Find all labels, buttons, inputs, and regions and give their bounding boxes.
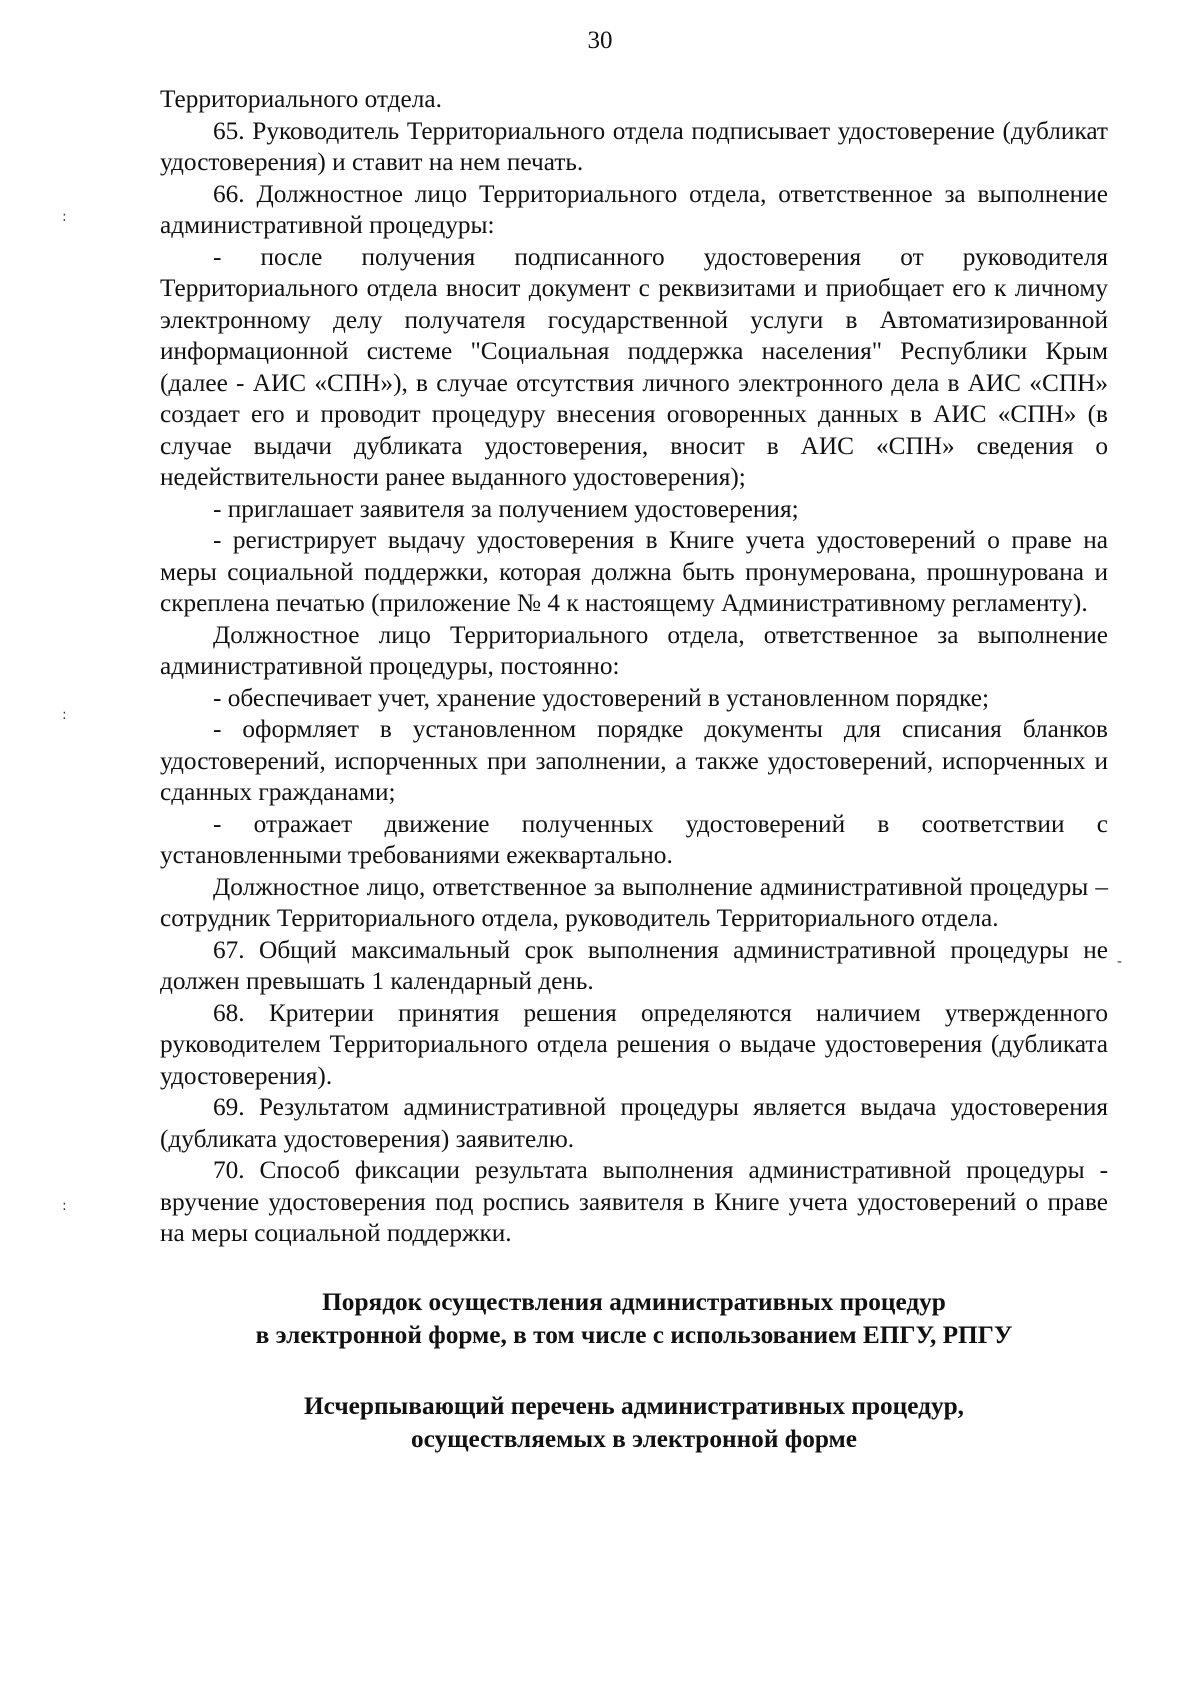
page-number: 30 [587, 27, 613, 54]
paragraph: 65. Руководитель Территориального отдела подписывает удостоверение (дубликат удостоверения) и ставит на нем печать. [160, 116, 1108, 176]
paragraph: 70. Способ фиксации результата выполнения административной процедуры - вручение удостоверения под роспись заявителя в Книге учета удостоверений о праве на меры социальной поддержки. [160, 1156, 1108, 1247]
section-heading-line: Порядок осуществления административных процедур [322, 1287, 946, 1316]
paragraph: 66. Должностное лицо Территориального отдела, ответственное за выполнение административной процедуры: [160, 179, 1108, 239]
subsection-heading-line: Исчерпывающий перечень административных процедур, [304, 1391, 964, 1420]
subsection-heading [160, 1390, 1108, 1456]
paragraph: - обеспечивает учет, хранение удостоверений в установленном порядке; [213, 683, 990, 712]
paragraph: Должностное лицо Территориального отдела, ответственное за выполнение административной процедуры, постоянно: [160, 620, 1108, 680]
section-heading-line: в электронной форме, в том числе с использованием ЕПГУ, РПГУ [255, 1320, 1013, 1349]
paragraph: 69. Результатом административной процедуры является выдача удостоверения (дубликата удостоверения) заявителю. [160, 1093, 1108, 1153]
paragraph: - отражает движение полученных удостоверений в соответствии с установленными требованиями ежеквартально. [160, 809, 1108, 869]
paragraph: - регистрирует выдачу удостоверения в Книге учета удостоверений о праве на меры социальной поддержки, которая должна быть пронумерована, прошнурована и скреплена печатью (приложение № 4 к настоящему Административному регламенту). [160, 526, 1108, 617]
margin-mark: - [1117, 954, 1123, 970]
paragraph: - оформляет в установленном порядке документы для списания бланков удостоверений, испорченных при заполнении, а также удостоверений, испорченных и сданных гражданами; [160, 715, 1108, 806]
paragraph: 68. Критерии принятия решения определяются наличием утвержденного руководителем Территориального отдела решения о выдаче удостоверения (дубликата удостоверения). [160, 998, 1108, 1090]
paragraph: Территориального отдела. [160, 85, 442, 113]
margin-mark: : [62, 1198, 67, 1214]
body-text [160, 84, 1108, 1456]
paragraph: 67. Общий максимальный срок выполнения административной процедуры не должен превышать 1 календарный день. [160, 935, 1108, 995]
paragraph: - приглашает заявителя за получением удостоверения; [213, 494, 799, 523]
subsection-heading-line: осуществляемых в электронной форме [410, 1424, 858, 1453]
margin-mark: : [62, 209, 67, 225]
paragraph: - после получения подписанного удостоверения от руководителя Территориального отдела вносит документ с реквизитами и приобщает его к личному электронному делу получателя государственной услуги в Автоматизированной информационной системе "Социальная поддержка населения" Республики Крым (далее - АИС «СПН»), в случае отсутствия личного электронного дела в АИС «СПН» создает его и проводит процедуру внесения оговоренных данных в АИС «СПН» (в случае выдачи дубликата удостоверения, вносит в АИС «СПН» сведения о недействительности ранее выданного удостоверения); [160, 242, 1108, 491]
margin-mark: : [62, 707, 67, 723]
paragraph: Должностное лицо, ответственное за выполнение административной процедуры – сотрудник Территориального отдела, руководитель Территориального отдела. [160, 872, 1108, 932]
section-heading [160, 1286, 1108, 1352]
